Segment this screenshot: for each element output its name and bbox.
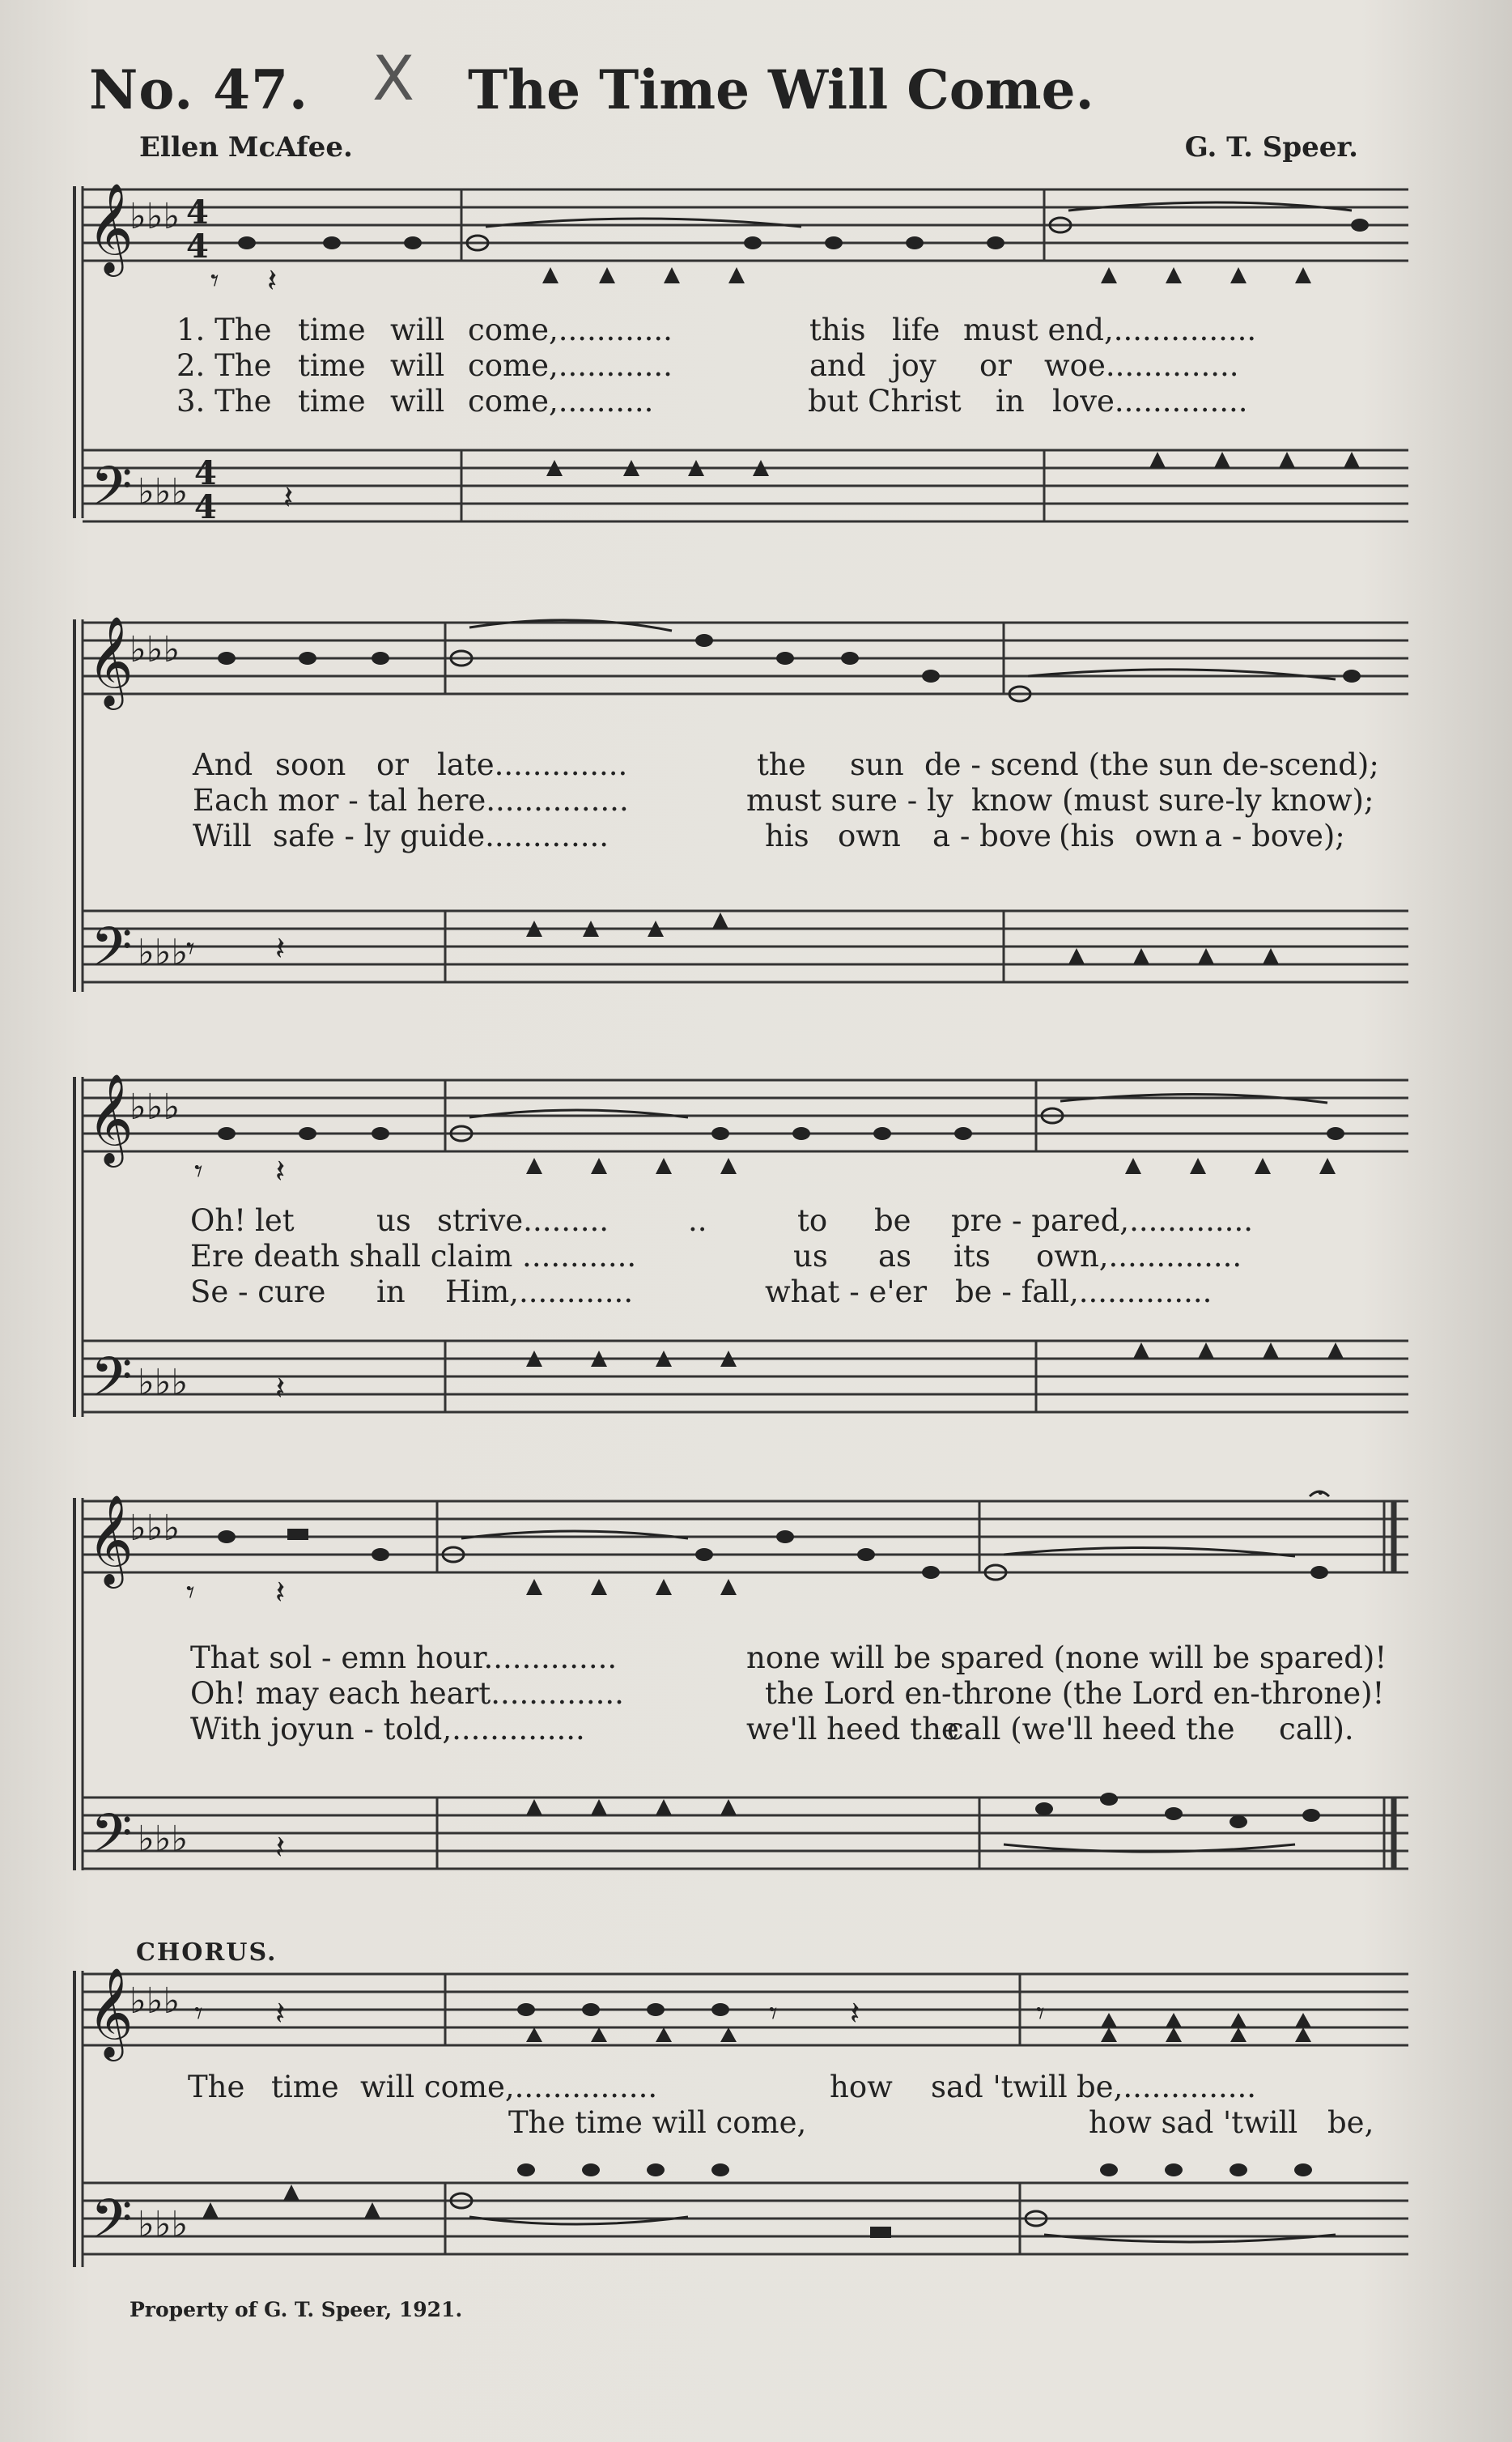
lyric-word: the: [757, 747, 806, 782]
lyric-word: in: [996, 384, 1025, 419]
lyric-word: sun: [850, 747, 904, 782]
svg-text:𝄞: 𝄞: [87, 182, 134, 273]
handwritten-mark: X: [372, 42, 415, 114]
svg-text:𝄞: 𝄞: [87, 1967, 134, 2057]
hymn-title: The Time Will Come.: [468, 58, 1094, 121]
music-system-4: [73, 1482, 1408, 1911]
lyric-word: a - bove);: [1204, 819, 1345, 853]
lyric-word: Ere death shall claim ............: [190, 1239, 637, 1274]
lyric-word: be,: [1327, 2105, 1374, 2140]
svg-text:♭♭♭: ♭♭♭: [130, 629, 181, 670]
lyric-line-4-3: [73, 1712, 1408, 1747]
lyric-word: safe - ly guide.............: [273, 819, 609, 853]
lyric-word: we'll heed the: [746, 1712, 959, 1746]
lyric-word: and: [809, 348, 866, 383]
svg-text:𝄾: 𝄾: [1036, 1995, 1045, 2032]
svg-text:𝄾: 𝄾: [194, 1995, 203, 2032]
svg-text:𝄽: 𝄽: [275, 1370, 286, 1407]
svg-text:♭♭♭: ♭♭♭: [130, 1980, 181, 2022]
lyric-word: will: [390, 313, 445, 347]
svg-text:𝄽: 𝄽: [275, 1995, 286, 2032]
lyric-line-5-2: [73, 2105, 1408, 2141]
lyric-word: love..............: [1052, 384, 1248, 419]
lyric-word: ..: [688, 1203, 707, 1238]
svg-text:𝄽: 𝄽: [275, 1153, 286, 1190]
svg-text:•: •: [1316, 1485, 1325, 1502]
music-system-2: [73, 603, 1408, 1024]
lyric-word: joy: [892, 348, 937, 383]
lyric-word: in: [376, 1274, 406, 1309]
lyric-word: what - e'er: [765, 1274, 928, 1309]
lyric-word: late..............: [437, 747, 628, 782]
svg-text:𝄽: 𝄽: [850, 1995, 860, 2032]
lyric-word: come,............: [468, 348, 673, 383]
lyric-line-4-1: [73, 1640, 1408, 1676]
lyric-word: be,..............: [1077, 2070, 1256, 2104]
svg-text:𝄢: 𝄢: [91, 1802, 133, 1878]
svg-text:𝄽: 𝄽: [275, 1574, 286, 1611]
lyric-word: That sol - emn hour..............: [190, 1640, 618, 1675]
lyric-word: its: [953, 1239, 991, 1274]
lyric-word: With joy: [190, 1712, 316, 1746]
lyric-word: time: [298, 348, 366, 383]
lyric-word: 1. The: [176, 313, 272, 347]
lyric-word: own: [838, 819, 901, 853]
lyric-word: let: [255, 1203, 295, 1238]
lyric-word: Him,............: [445, 1274, 634, 1309]
lyric-line-1-3: [73, 384, 1408, 419]
lyric-line-3-2: [73, 1239, 1408, 1274]
music-system-3: [73, 1061, 1408, 1449]
lyric-line-2-3: [73, 819, 1408, 854]
lyric-word: none will be spared (none will be spared)!: [746, 1640, 1387, 1675]
lyric-word: The: [188, 2070, 245, 2104]
lyric-word: pre - pared,.............: [951, 1203, 1253, 1238]
svg-text:♭♭♭: ♭♭♭: [138, 932, 189, 973]
lyric-word: will: [390, 384, 445, 419]
lyric-word: Oh! may each heart..............: [190, 1676, 624, 1711]
svg-text:𝄾: 𝄾: [186, 930, 195, 968]
lyric-line-3-3: [73, 1274, 1408, 1310]
svg-text:4: 4: [194, 454, 217, 492]
lyric-word: this: [809, 313, 866, 347]
svg-text:𝄽: 𝄽: [267, 262, 278, 300]
svg-text:♭♭♭: ♭♭♭: [130, 196, 181, 237]
lyric-line-2-1: [73, 747, 1408, 783]
lyric-word: life: [892, 313, 941, 347]
lyric-line-5-1: [73, 2070, 1408, 2105]
lyric-word: or: [376, 747, 409, 782]
lyric-word: de - scend (the sun de-scend);: [924, 747, 1379, 782]
lyric-word: (his: [1059, 819, 1115, 853]
lyric-word: The time will come,: [508, 2105, 807, 2140]
svg-text:𝄾: 𝄾: [186, 1574, 195, 1611]
svg-text:♭♭♭: ♭♭♭: [138, 471, 189, 513]
lyric-word: And: [193, 747, 253, 782]
svg-text:𝄢: 𝄢: [91, 916, 133, 991]
lyric-word: Se - cure: [190, 1274, 326, 1309]
lyric-word: call).: [1279, 1712, 1354, 1746]
lyric-word: to: [797, 1203, 828, 1238]
lyric-word: will come,...............: [360, 2070, 658, 2104]
svg-text:♭♭♭: ♭♭♭: [130, 1508, 181, 1549]
lyric-word: a - bove: [932, 819, 1051, 853]
lyric-word: be: [874, 1203, 911, 1238]
lyric-word: come,............: [468, 313, 673, 347]
music-system-1: [73, 170, 1408, 559]
composer-credit: G. T. Speer.: [1184, 131, 1358, 164]
lyric-word: Will: [193, 819, 252, 853]
svg-text:♭♭♭: ♭♭♭: [138, 1819, 189, 1860]
svg-text:𝄞: 𝄞: [87, 1073, 134, 1164]
svg-text:𝄢: 𝄢: [91, 455, 133, 530]
lyric-word: us: [793, 1239, 828, 1274]
lyric-word: own: [1135, 819, 1198, 853]
lyric-line-1-2: [73, 348, 1408, 384]
lyric-word: but Christ: [808, 384, 962, 419]
svg-text:𝄽: 𝄽: [283, 479, 294, 517]
svg-text:𝄞: 𝄞: [87, 615, 134, 706]
copyright-footer: Property of G. T. Speer, 1921.: [130, 2298, 463, 2321]
lyric-word: must sure - ly: [746, 783, 953, 818]
lyric-line-3-1: [73, 1203, 1408, 1239]
svg-text:𝄽: 𝄽: [275, 1829, 286, 1866]
svg-text:♭♭♭: ♭♭♭: [130, 1087, 181, 1128]
svg-text:𝄾: 𝄾: [194, 1153, 203, 1190]
lyric-word: must end,...............: [963, 313, 1257, 347]
lyric-word: un - told,..............: [316, 1712, 585, 1746]
lyric-word: his: [765, 819, 809, 853]
lyric-word: Each mor - tal here...............: [193, 783, 629, 818]
svg-text:♭♭♭: ♭♭♭: [138, 1362, 189, 1403]
svg-text:♭♭♭: ♭♭♭: [138, 2204, 189, 2245]
lyric-word: time: [298, 313, 366, 347]
lyric-line-2-2: [73, 783, 1408, 819]
lyric-word: know (must sure-ly know);: [971, 783, 1374, 818]
svg-text:𝄢: 𝄢: [91, 1346, 133, 1421]
lyric-word: the Lord en-throne (the Lord en-throne)!: [765, 1676, 1385, 1711]
lyric-word: how sad 'twill: [1089, 2105, 1298, 2140]
lyric-word: time: [298, 384, 366, 419]
svg-text:4: 4: [194, 488, 217, 526]
svg-text:𝄢: 𝄢: [91, 2188, 133, 2263]
lyric-line-4-2: [73, 1676, 1408, 1712]
lyric-word: or: [979, 348, 1012, 383]
lyric-word: come,..........: [468, 384, 654, 419]
lyric-word: how: [830, 2070, 893, 2104]
music-system-5-chorus: [73, 1959, 1408, 2283]
svg-text:4: 4: [186, 194, 209, 232]
lyric-word: sad 'twill: [931, 2070, 1068, 2104]
svg-text:𝄽: 𝄽: [275, 930, 286, 968]
chorus-label: CHORUS.: [136, 1938, 278, 1967]
svg-text:𝄾: 𝄾: [210, 262, 219, 300]
lyric-word: time: [271, 2070, 339, 2104]
hymn-number: No. 47.: [89, 58, 308, 121]
lyric-word: 2. The: [176, 348, 272, 383]
lyric-word: be - fall,..............: [955, 1274, 1213, 1309]
lyric-word: as: [878, 1239, 912, 1274]
lyric-word: own,..............: [1036, 1239, 1242, 1274]
lyric-word: 3. The: [176, 384, 272, 419]
lyric-word: strive.........: [437, 1203, 609, 1238]
svg-text:𝄾: 𝄾: [769, 1995, 778, 2032]
lyric-word: woe..............: [1044, 348, 1239, 383]
svg-text:4: 4: [186, 228, 209, 266]
lyric-word: soon: [275, 747, 346, 782]
lyric-word: will: [390, 348, 445, 383]
lyric-word: call (we'll heed the: [947, 1712, 1235, 1746]
lyric-word: us: [376, 1203, 411, 1238]
svg-text:𝄞: 𝄞: [87, 1494, 134, 1585]
lyricist-credit: Ellen McAfee.: [139, 131, 353, 164]
lyric-word: Oh!: [190, 1203, 247, 1238]
lyric-line-1-1: [73, 313, 1408, 348]
